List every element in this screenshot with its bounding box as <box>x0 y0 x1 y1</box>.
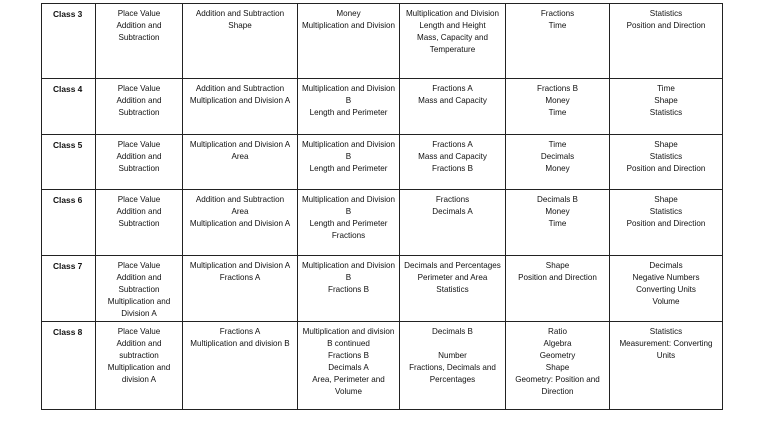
topic-cell <box>506 256 610 322</box>
topic-text: Time <box>657 84 675 93</box>
topic-text: Multiplication and division B continued <box>302 327 395 348</box>
topic-text: Fractions B <box>537 84 578 93</box>
topic-text: Fractions <box>435 195 470 204</box>
topic-cell <box>610 4 723 79</box>
topic-text: Money <box>336 9 361 18</box>
topic-text: Money <box>545 207 570 216</box>
topic-text: Time <box>548 21 567 30</box>
topic-text: Multiplication and Division A <box>189 219 291 228</box>
topic-text: Addition and Subtraction <box>195 84 285 93</box>
topic-text: Measurement: Converting Units <box>619 339 713 360</box>
topic-text: Money <box>545 164 570 173</box>
class-label: Class 4 <box>42 79 96 135</box>
topic-cell <box>400 135 506 190</box>
topic-text: Multiplication and Division B <box>301 84 396 105</box>
topic-text: Addition and Subtraction <box>116 273 162 294</box>
topic-text: Decimals <box>540 152 575 161</box>
topic-text: Fractions A <box>432 140 473 149</box>
topic-text: Money <box>545 96 570 105</box>
topic-text: Geometry: Position and Direction <box>515 375 600 396</box>
topic-text: Shape <box>654 96 678 105</box>
topic-text: Time <box>548 140 567 149</box>
topic-cell <box>183 256 298 322</box>
topic-cell <box>400 79 506 135</box>
class-label: Class 8 <box>42 322 96 410</box>
topic-text: Volume <box>652 297 680 306</box>
topic-text: Multiplication and Division B <box>301 140 396 161</box>
topic-text: Number <box>438 351 467 360</box>
topic-text: Length and Perimeter <box>309 219 388 228</box>
topic-text: Place Value <box>117 9 161 18</box>
topic-text: Shape <box>654 195 678 204</box>
topic-text: Position and Direction <box>626 219 706 228</box>
table-row <box>42 79 723 135</box>
topic-cell <box>298 4 400 79</box>
topic-cell <box>610 322 723 410</box>
topic-cell <box>506 322 610 410</box>
topic-cell <box>506 190 610 256</box>
class-label: Class 5 <box>42 135 96 190</box>
topic-text: Decimals B <box>537 195 578 204</box>
topic-text: Fractions A <box>432 84 473 93</box>
topic-text: Multiplication and Division <box>405 9 500 18</box>
topic-text: Statistics <box>436 285 469 294</box>
topic-text: Converting Units <box>636 285 696 294</box>
topic-cell <box>298 322 400 410</box>
topic-text: Multiplication and Division A <box>107 297 171 318</box>
topic-text: Multiplication and Division A <box>189 96 291 105</box>
topic-text: Area, Perimeter and Volume <box>312 375 385 396</box>
topic-text: Fractions A <box>219 327 261 336</box>
class-label: Class 6 <box>42 190 96 256</box>
topic-text: Multiplication and division B <box>190 339 290 348</box>
topic-text: Fractions, Decimals and Percentages <box>409 363 496 384</box>
topic-text: Addition and Subtraction <box>116 96 162 117</box>
topic-text: Addition and Subtraction <box>116 207 162 228</box>
table-row <box>42 4 723 79</box>
topic-text: Time <box>548 108 567 117</box>
topic-text: Multiplication and Division <box>301 21 396 30</box>
topic-text: Mass, Capacity and Temperature <box>416 33 489 54</box>
topic-text: Fractions B <box>432 164 473 173</box>
topic-cell <box>298 135 400 190</box>
topic-text: Fractions <box>331 231 366 240</box>
topic-text: Place Value <box>117 140 161 149</box>
topic-text: Position and Direction <box>626 21 706 30</box>
topic-text: Geometry <box>539 351 576 360</box>
topic-text: Addition and Subtraction <box>195 9 285 18</box>
topic-cell <box>96 79 183 135</box>
topic-text: Length and Perimeter <box>309 108 388 117</box>
topic-text: Length and Perimeter <box>309 164 388 173</box>
topic-text: Addition and Subtraction <box>116 152 162 173</box>
topic-text: Shape <box>545 261 570 270</box>
topic-cell <box>298 79 400 135</box>
topic-text: Decimals A <box>328 363 369 372</box>
topic-cell <box>610 190 723 256</box>
topic-cell <box>96 256 183 322</box>
table-row <box>42 190 723 256</box>
topic-text: Statistics <box>649 9 683 18</box>
topic-text: Place Value <box>117 195 161 204</box>
topic-text: Fractions B <box>328 351 369 360</box>
class-label: Class 3 <box>42 4 96 79</box>
topic-text: Mass and Capacity <box>418 96 487 105</box>
topic-text: Multiplication and division A <box>107 363 171 384</box>
topic-cell <box>96 135 183 190</box>
topic-cell <box>506 79 610 135</box>
topic-cell <box>400 322 506 410</box>
class-label: Class 7 <box>42 256 96 322</box>
topic-text: Shape <box>228 21 252 30</box>
topic-text: Addition and Subtraction <box>195 195 285 204</box>
topic-text: Decimals <box>649 261 683 270</box>
topic-text: Time <box>548 219 567 228</box>
topic-text: Ratio <box>548 327 567 336</box>
topic-text: Multiplication and Division A <box>189 261 291 270</box>
topic-cell <box>610 256 723 322</box>
topic-cell <box>400 4 506 79</box>
topic-text: Area <box>231 152 249 161</box>
topic-text: Shape <box>545 363 570 372</box>
topic-text: Fractions <box>540 9 575 18</box>
topic-text <box>403 338 502 350</box>
topic-cell <box>96 322 183 410</box>
topic-text: Mass and Capacity <box>418 152 487 161</box>
topic-cell <box>506 4 610 79</box>
topic-cell <box>298 256 400 322</box>
topic-text: Place Value <box>117 261 161 270</box>
topic-text: Shape <box>654 140 678 149</box>
topic-text: Place Value <box>117 84 161 93</box>
topic-text: Statistics <box>649 207 683 216</box>
table-row <box>42 135 723 190</box>
topic-cell <box>400 256 506 322</box>
topic-cell <box>183 190 298 256</box>
topic-text: Negative Numbers <box>632 273 700 282</box>
topic-text: Multiplication and Division A <box>189 140 291 149</box>
topic-cell <box>298 190 400 256</box>
topic-text: Decimals and Percentages <box>404 261 501 270</box>
topic-cell <box>506 135 610 190</box>
topic-text: Multiplication and Division B <box>301 261 396 282</box>
topic-text: Statistics <box>649 108 683 117</box>
topic-text: Fractions A <box>219 273 261 282</box>
topic-cell <box>183 4 298 79</box>
topic-text: Perimeter and Area <box>417 273 488 282</box>
table-row <box>42 322 723 410</box>
topic-text: Addition and subtraction <box>116 339 162 360</box>
topic-text: Area <box>231 207 249 216</box>
topic-cell <box>96 4 183 79</box>
topic-text: Length and Height <box>419 21 486 30</box>
topic-text: Addition and Subtraction <box>116 21 162 42</box>
topic-text: Algebra <box>543 339 572 348</box>
topic-text: Place Value <box>117 327 161 336</box>
topic-text: Statistics <box>649 327 683 336</box>
topic-text: Fractions B <box>328 285 369 294</box>
topic-text: Decimals A <box>432 207 473 216</box>
topic-text: Decimals B <box>432 327 473 336</box>
topic-text: Position and Direction <box>518 273 597 282</box>
topic-cell <box>96 190 183 256</box>
topic-text: Statistics <box>649 152 683 161</box>
topic-cell <box>183 135 298 190</box>
topic-text: Position and Direction <box>626 164 706 173</box>
topic-cell <box>183 79 298 135</box>
table-row <box>42 256 723 322</box>
topic-cell <box>610 79 723 135</box>
topic-cell <box>183 322 298 410</box>
topic-text: Multiplication and Division B <box>301 195 396 216</box>
topic-cell <box>610 135 723 190</box>
topic-cell <box>400 190 506 256</box>
curriculum-table <box>41 3 723 410</box>
